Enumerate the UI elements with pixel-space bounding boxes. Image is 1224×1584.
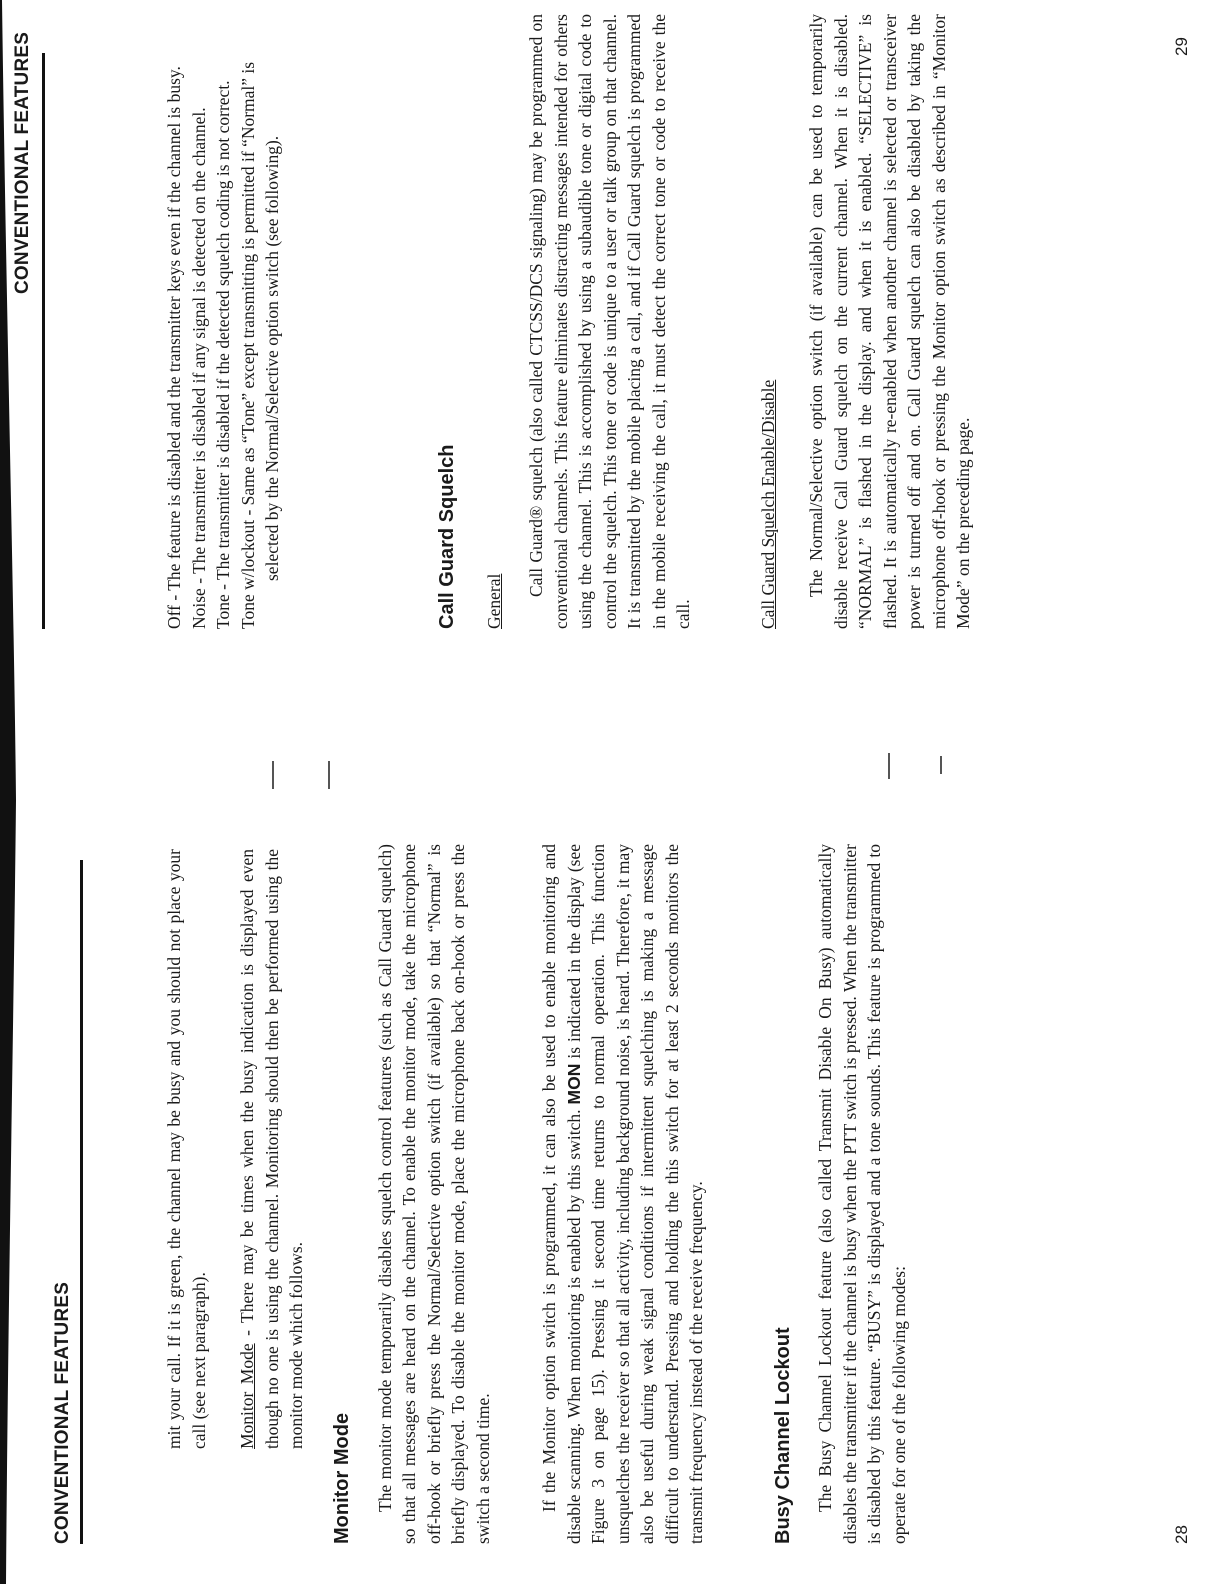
monitor-switch-paragraph — [537, 844, 709, 1544]
call-guard-heading: Call Guard Squelch — [436, 444, 458, 629]
monitor-mode-note — [235, 849, 309, 1449]
mode-tone: Tone - The transmitter is disabled if the detected squelch coding is not correct. — [213, 80, 233, 629]
scan-mark — [940, 756, 942, 774]
left-page-header: CONVENTIONAL FEATURES — [52, 1281, 73, 1544]
monitor-mode-heading: Monitor Mode — [331, 1412, 353, 1544]
right-page-number: 29 — [1172, 37, 1191, 56]
monitor-switch-text-a: If the Monitor option switch is programmed, it can also be used to enable monitoring and disable scanning. When monitoring is enabled by this switch. — [539, 844, 584, 1544]
left-page-body — [162, 849, 309, 1449]
monitor-mode-paragraph: The monitor mode temporarily disables squelch control features (such as Call Guard squelch) so that all messages are heard on the channel. To enable the monitor mode, take the microphone off-hook or briefly press the Normal/Selective option switch (if available) so that “Normal” is briefly displayed. To disable the monitor mode, place the microphone back on-hook or press the switch a second time. — [374, 844, 493, 1544]
continued-paragraph: mit your call. If it is green, the channel may be busy and you should not place your call (see next paragraph). — [164, 849, 209, 1449]
general-subheading: General — [483, 573, 504, 629]
left-page-sections — [330, 844, 911, 1544]
scan-mark — [888, 753, 890, 779]
right-page-sections — [435, 14, 976, 629]
enable-disable-subheading: Call Guard Squelch Enable/Disable — [757, 379, 778, 629]
right-page-modes — [162, 9, 285, 629]
monitor-mode-note-text: - There may be times when the busy indication is displayed even though no one is using the channel. Monitoring should then be performed using the monitor mode which follows. — [237, 849, 306, 1449]
right-page-header: CONVENTIONAL FEATURES — [12, 31, 33, 294]
left-page-number: 28 — [1172, 1525, 1191, 1544]
general-paragraph: Call Guard® squelch (also called CTCSS/DCS signaling) may be programmed on conventional channels. This feature eliminates distracting messages intended for others using the channel. This is accomplished by using a subaudible tone or digital code to control the squelch. This tone or code is unique to a user or talk group on that channel. It is transmitted by the mobile placing a call, and if Call Guard squelch is programmed in the mobile receiving the call, it must detect the correct tone or code to receive the call. — [526, 14, 693, 629]
scan-mark — [328, 761, 330, 789]
scan-mark — [272, 761, 274, 789]
left-header-rule — [80, 860, 83, 1544]
mode-noise: Noise - The transmitter is disabled if any signal is detected on the channel. — [188, 107, 209, 629]
mode-tone-lockout: Tone w/lockout - Same as “Tone” except transmitting is permitted if “Normal” is selected by the Normal/Selective option switch (see following). — [237, 61, 282, 629]
enable-disable-paragraph: The Normal/Selective option switch (if available) can be used to temporarily disable receive Call Guard squelch on the current channel. When it is disabled. “NORMAL” is flashed in the display. and when it is enabled. “SELECTIVE” is flashed. It is automatically re-enabled when another channel is selected or transceiver power is turned off and on. Call Guard squelch can also be disabled by taking the microphone off-hook or pressing the Monitor option switch as described in “Monitor Mode” on the preceding page. — [806, 14, 973, 629]
busy-channel-lockout-paragraph: The Busy Channel Lockout feature (also called Transmit Disable On Busy) automatically disables the transmitter if the channel is busy when the PTT switch is pressed. When the transmitter is disabled by this feature. “BUSY” is displayed and a tone sounds. This feature is programmed to operate for one of the following modes: — [815, 844, 909, 1544]
right-header-rule — [42, 53, 45, 629]
monitor-mode-label: Monitor Mode — [237, 1343, 257, 1449]
mon-indicator: MON — [563, 1063, 584, 1105]
mode-off: Off - The feature is disabled and the transmitter keys even if the channel is busy. — [164, 66, 184, 629]
monitor-switch-text-b: is indicated in the display (see Figure 3 on page 15). Pressing it second time returns to normal operation. This function unsquelches the receiver so that all activity, including background noise, is heard. Therefore, it may also be useful during weak signal conditions if intermittent squelching is making a message difficult to understand. Pressing and holding the this switch for at least 2 seconds monitors the transmit frequency instead of the receive frequency. — [563, 844, 706, 1544]
busy-channel-lockout-heading: Busy Channel Lockout — [771, 1327, 794, 1544]
